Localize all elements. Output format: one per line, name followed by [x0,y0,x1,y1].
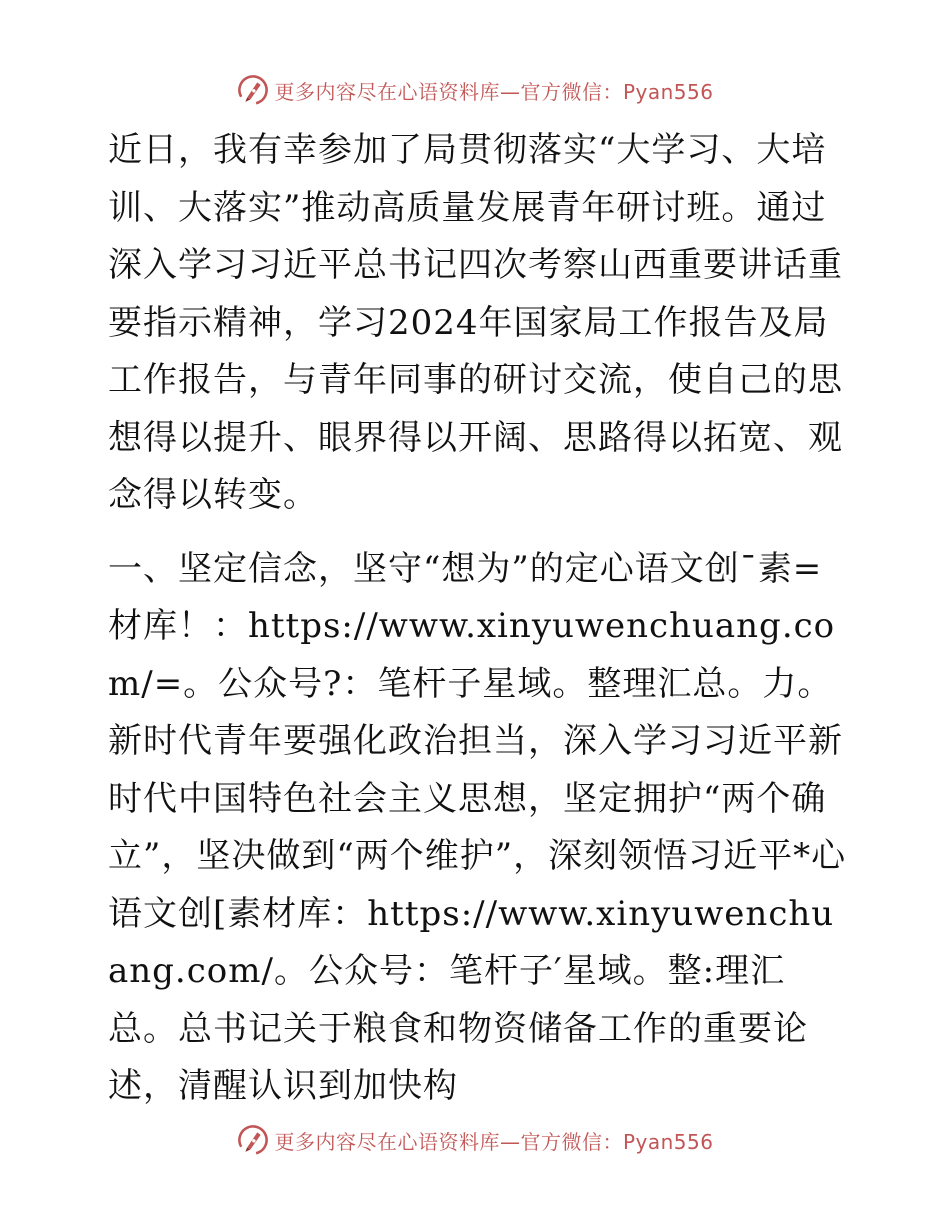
brand-logo-icon [236,73,270,107]
header-watermark-banner [0,70,950,110]
paragraph-intro: 近日，我有幸参加了局贯彻落实“大学习、大培训、大落实”推动高质量发展青年研讨班。通过深入学习习近平总书记四次考察山西重要讲话重要指示精神，学习2024年国家局工作报告及局工作报告，与青年同事的研讨交流，使自己的思想得以提升、眼界得以开阔、思路得以拓宽、观念得以转变。 [108,130,843,515]
paragraph-section-one: 一、坚定信念，坚守“想为”的定心语文创¯素=材库！：https://www.xinyuwenchuang.com/=。公众号?：笔杆子星域。整理汇总。力。新时代青年要强化政治担当，深入学习习近平新时代中国特色社会主义思想，坚定拥护“两个确立”，坚决做到“两个维护”，深刻领悟习近平*心语文创[素材库：https://www.xinyuwenchuang.com/。公众号：笔杆子′星域。整:理汇总。总书记关于粮食和物资储备工作的重要论述，清醒认识到加快构 [108,548,847,1106]
document-body [98,122,850,1116]
header-watermark-text: 更多内容尽在心语资料库—官方微信：Pyan556 [274,79,714,104]
brand-logo-icon [236,1123,270,1157]
footer-watermark-banner [0,1120,950,1160]
footer-watermark-text: 更多内容尽在心语资料库—官方微信：Pyan556 [274,1129,714,1154]
